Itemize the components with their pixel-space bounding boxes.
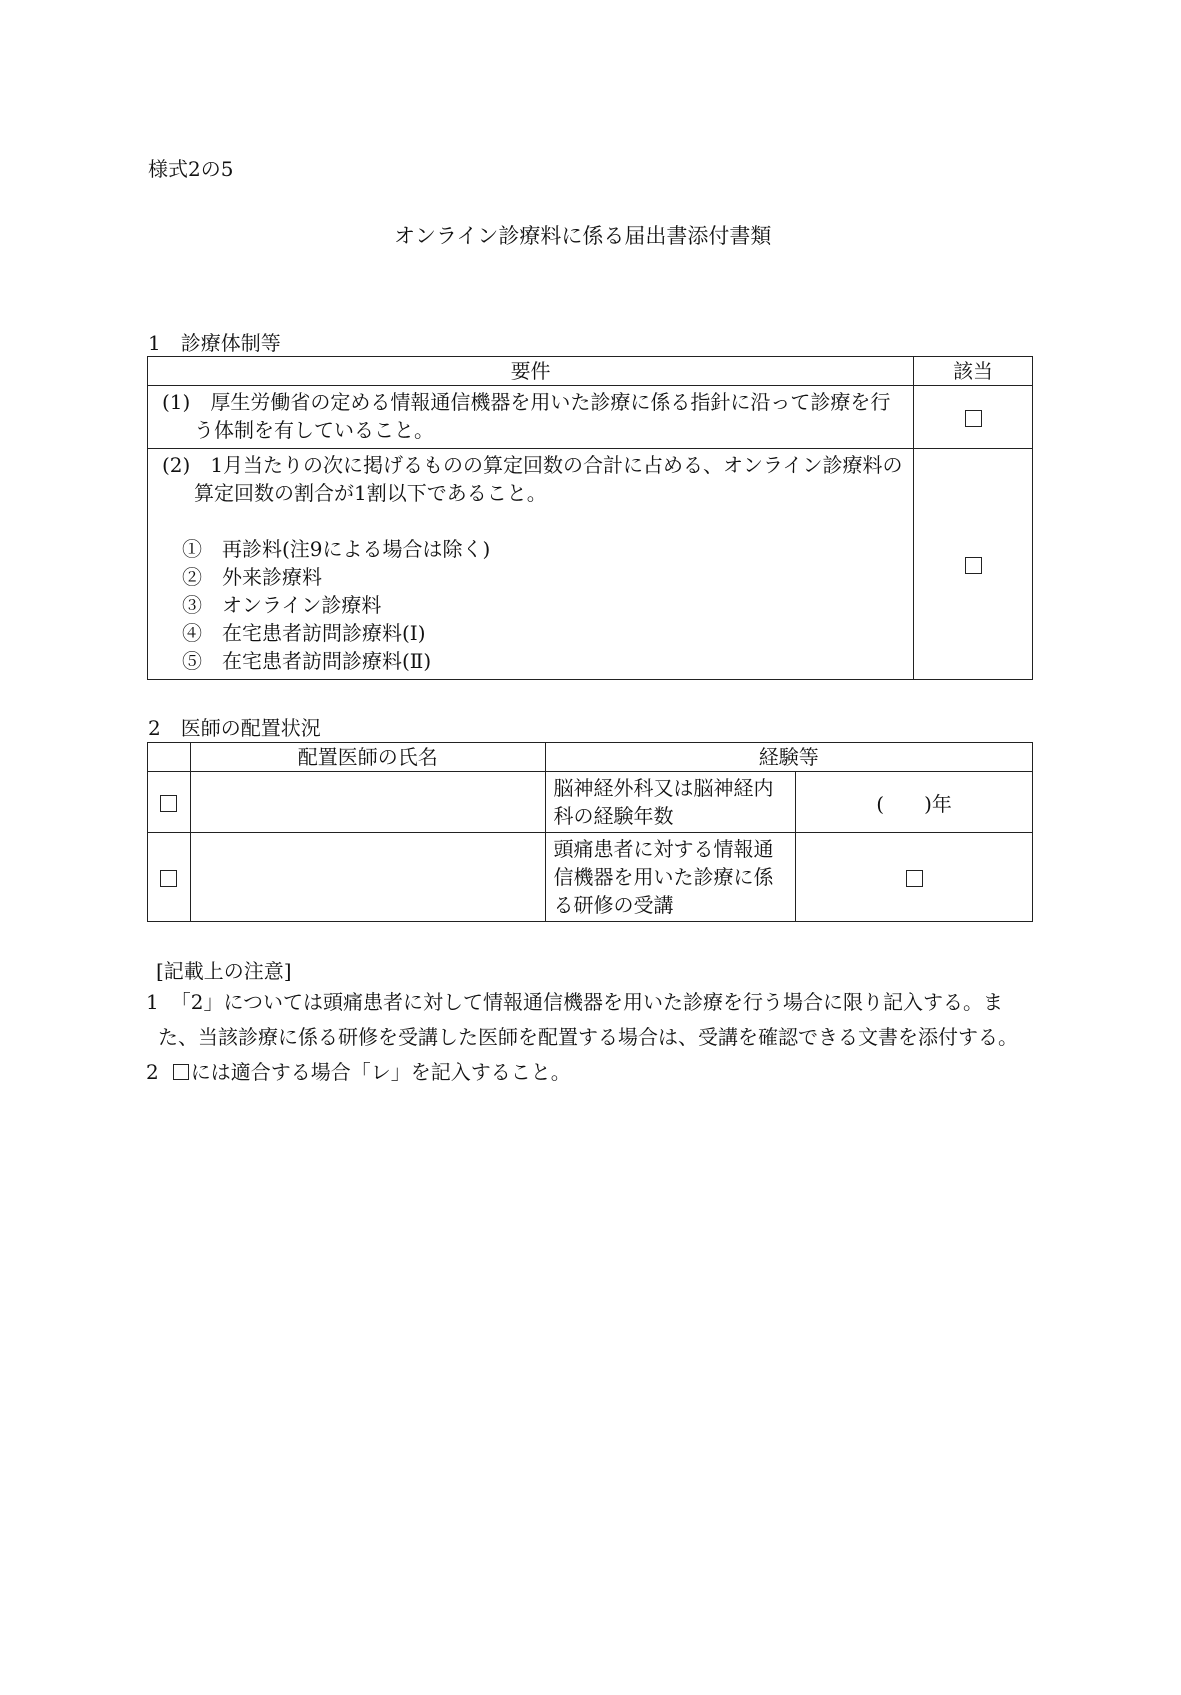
requirement-1-checkbox[interactable] [965, 410, 982, 427]
notes-title: [記載上の注意] [156, 959, 292, 983]
document-title: オンライン診療料に係る届出書添付書類 [394, 224, 772, 248]
form-id: 様式2の5 [148, 157, 234, 181]
training-check-cell [796, 833, 1033, 922]
experience-header: 経験等 [545, 743, 1033, 772]
doctor-row2-check-cell [148, 833, 191, 922]
list-item: ④ 在宅患者訪問診療料(Ⅰ) [182, 621, 426, 645]
note-1-number: 1 [146, 990, 159, 1014]
requirement-2 [148, 449, 914, 680]
notes [146, 985, 1041, 1090]
clinical-system-table [147, 356, 1033, 680]
note-1-text: 「2」については頭痛患者に対して情報通信機器を用いた診療を行う場合に限り記入する。また、当該診療に係る研修を受講した医師を配置する場合は、受講を確認できる文書を添付する。 [158, 990, 1018, 1049]
experience-years-field[interactable]: ( )年 [796, 772, 1033, 833]
blank-header [148, 743, 191, 772]
training-checkbox[interactable] [906, 870, 923, 887]
list-item: ⑤ 在宅患者訪問診療料(Ⅱ) [182, 649, 432, 673]
experience-years-label: 脳神経外科又は脳神経内科の経験年数 [545, 772, 796, 833]
requirement-header: 要件 [148, 357, 914, 386]
doctor-name-header: 配置医師の氏名 [190, 743, 545, 772]
section2-title: 2 医師の配置状況 [148, 716, 321, 740]
requirement-2-checkbox[interactable] [965, 557, 982, 574]
requirement-1 [148, 386, 914, 449]
requirement-1-check-cell [914, 386, 1033, 449]
requirement-2-text: (2) 1月当たりの次に掲げるものの算定回数の合計に占める、オンライン診療料の算定回数の割合が1割以下であること。 [162, 453, 903, 505]
doctor-row1-checkbox[interactable] [160, 795, 177, 812]
section1-title: 1 診療体制等 [148, 331, 281, 355]
note-2-text: には適合する場合「レ」を記入すること。 [190, 1060, 571, 1084]
requirement-2-check-cell [914, 449, 1033, 680]
list-item: ③ オンライン診療料 [182, 593, 382, 617]
doctor-row2-checkbox[interactable] [160, 870, 177, 887]
doctor-row1-check-cell [148, 772, 191, 833]
note-1 [146, 985, 1041, 1055]
doctor-name-field[interactable] [190, 833, 545, 922]
requirement-2-items [162, 535, 903, 675]
requirement-1-text: (1) 厚生労働省の定める情報通信機器を用いた診療に係る指針に沿って診療を行う体制を有していること。 [162, 390, 891, 442]
list-item: ① 再診料(注9による場合は除く) [182, 537, 491, 561]
checkbox-symbol-icon [173, 1064, 189, 1080]
applicable-header: 該当 [914, 357, 1033, 386]
note-2-number: 2 [146, 1060, 159, 1084]
doctor-placement-table [147, 742, 1033, 922]
list-item: ② 外来診療料 [182, 565, 322, 589]
note-2 [146, 1055, 1041, 1090]
doctor-name-field[interactable] [190, 772, 545, 833]
training-label: 頭痛患者に対する情報通信機器を用いた診療に係る研修の受講 [545, 833, 796, 922]
